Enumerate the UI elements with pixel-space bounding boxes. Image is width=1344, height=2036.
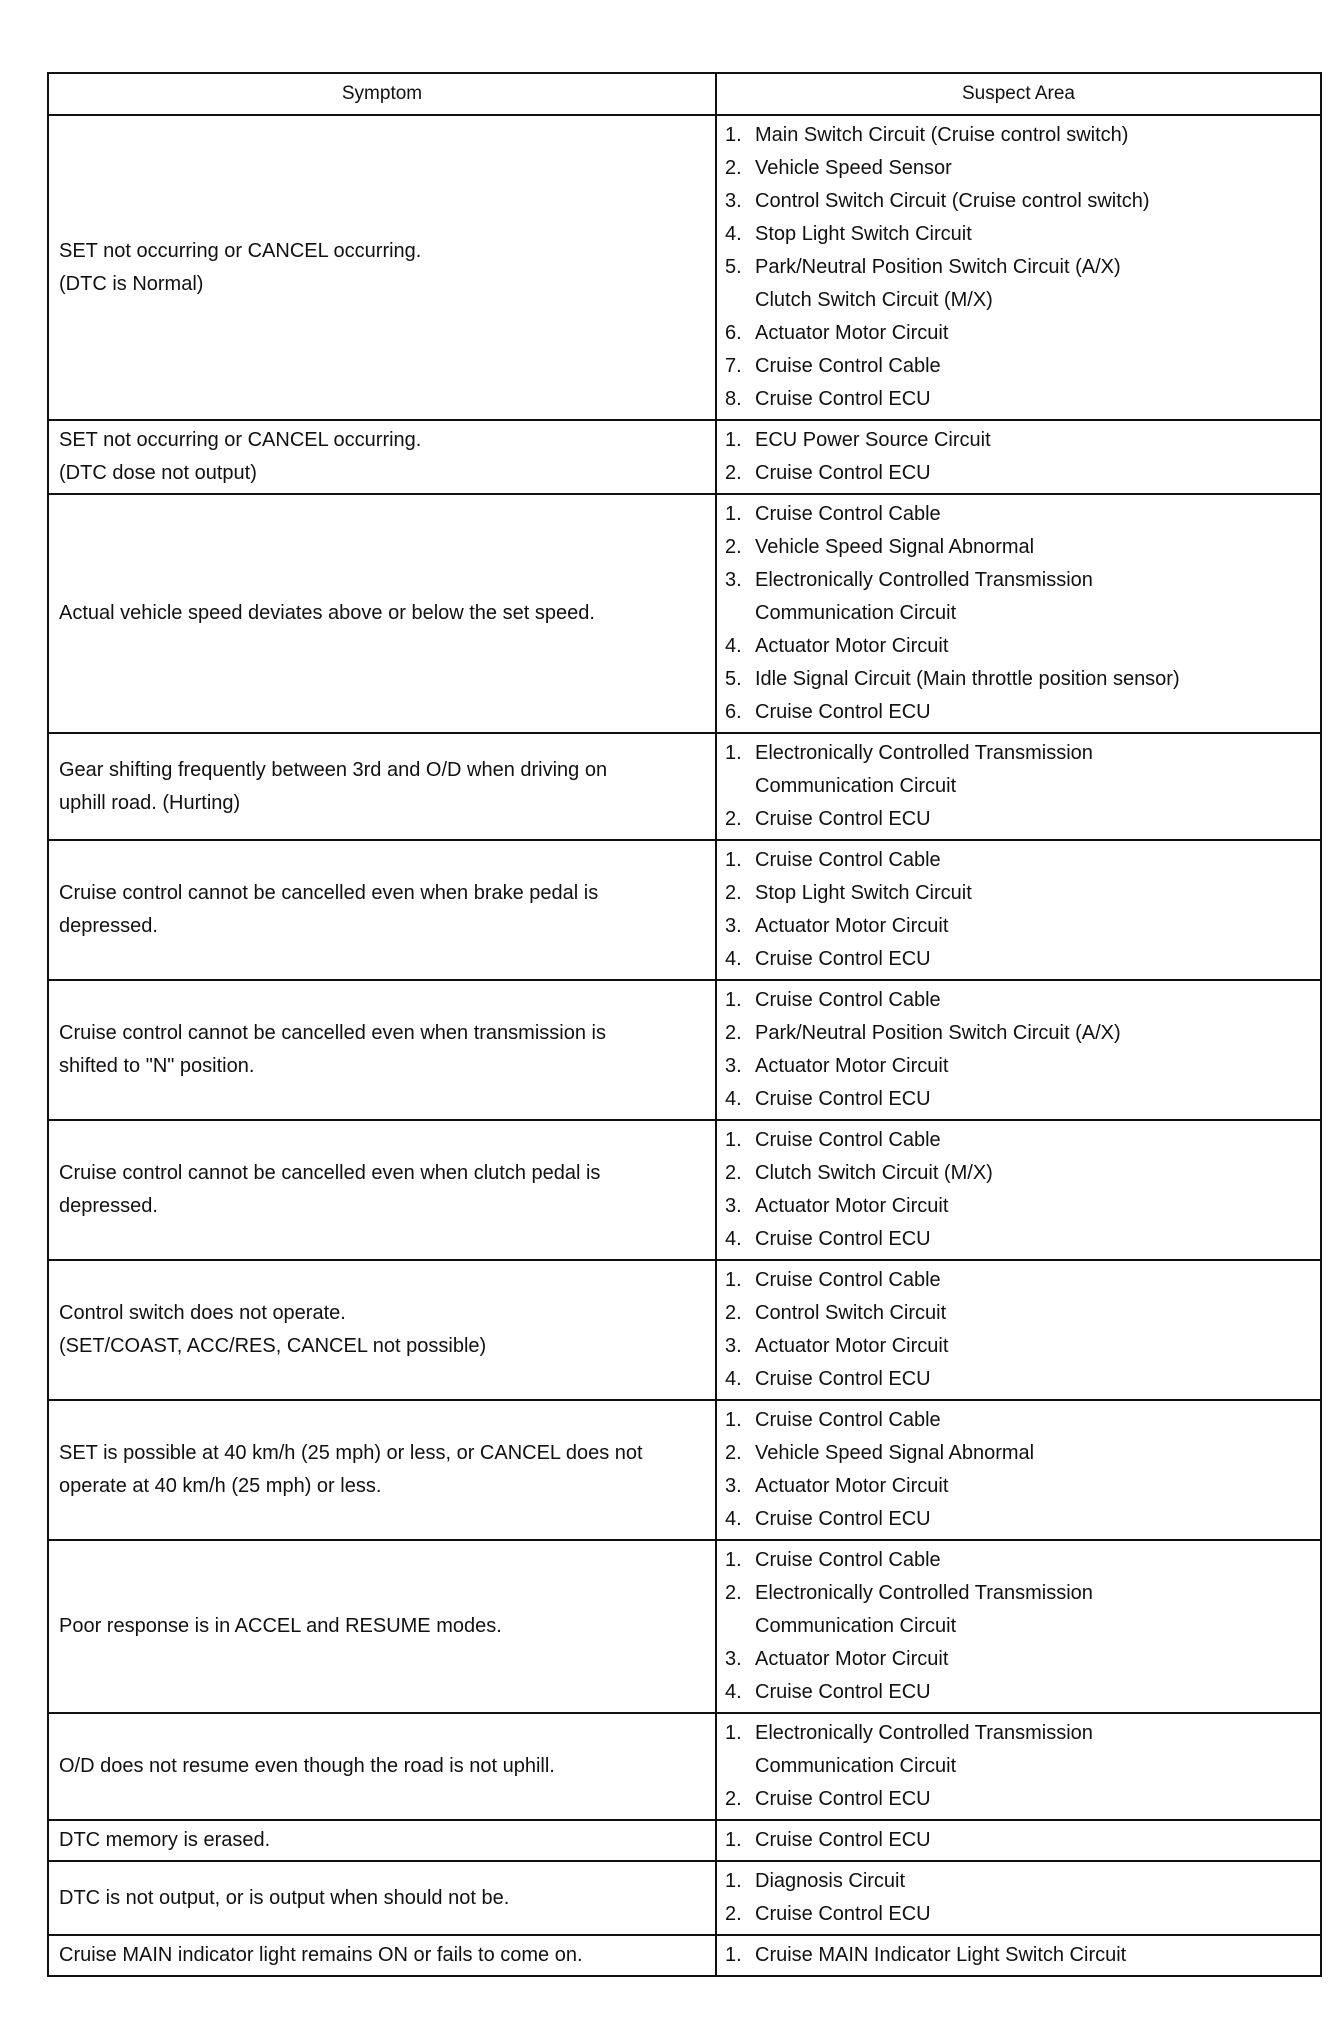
item-number: 2. <box>725 1442 742 1464</box>
item-text-line: Main Switch Circuit (Cruise control switch) <box>755 124 1129 146</box>
symptom-text: Poor response is in ACCEL and RESUME modes. <box>59 1615 502 1637</box>
item-text-line: Vehicle Speed Sensor <box>755 157 952 179</box>
symptom-text: Cruise control cannot be cancelled even when clutch pedal is <box>59 1162 601 1184</box>
item-text-line: Communication Circuit <box>755 1615 957 1637</box>
item-text <box>755 877 1312 910</box>
troubleshooting-table <box>47 72 1322 1977</box>
list-item <box>725 630 1312 663</box>
item-text-line: Cruise Control Cable <box>755 849 941 871</box>
item-text <box>755 663 1312 696</box>
item-number: 2. <box>725 1582 742 1604</box>
item-number: 1. <box>725 1409 742 1431</box>
table-row <box>48 1861 1321 1935</box>
item-number: 1. <box>725 1870 742 1892</box>
item-number: 3. <box>725 190 742 212</box>
item-text <box>755 531 1312 564</box>
item-text-line: Cruise Control Cable <box>755 1549 941 1571</box>
symptom-cell <box>48 115 716 420</box>
suspect-area-cell <box>716 115 1321 420</box>
list-item <box>725 424 1312 457</box>
list-item <box>725 1577 1312 1643</box>
item-number: 3. <box>725 1648 742 1670</box>
item-text-line: Vehicle Speed Signal Abnormal <box>755 1442 1035 1464</box>
item-text <box>755 1223 1312 1256</box>
item-number: 1. <box>725 1829 742 1851</box>
list-item <box>725 152 1312 185</box>
list-item <box>725 696 1312 729</box>
item-text-line: Cruise MAIN Indicator Light Switch Circuit <box>755 1944 1127 1966</box>
item-text <box>755 1363 1312 1396</box>
symptom-cell <box>48 1713 716 1820</box>
symptom-cell <box>48 1260 716 1400</box>
item-text <box>755 218 1312 251</box>
item-text-line: Cruise Control ECU <box>755 462 931 484</box>
item-text <box>755 1824 1312 1857</box>
list-item <box>725 1676 1312 1709</box>
item-text <box>755 1264 1312 1297</box>
item-text <box>755 910 1312 943</box>
item-text-line: Actuator Motor Circuit <box>755 1055 949 1077</box>
list-item <box>725 218 1312 251</box>
list-item <box>725 457 1312 490</box>
item-number: 3. <box>725 1335 742 1357</box>
item-text-line: Clutch Switch Circuit (M/X) <box>755 1162 993 1184</box>
item-number: 4. <box>725 1508 742 1530</box>
item-number: 1. <box>725 503 742 525</box>
symptom-cell <box>48 494 716 733</box>
suspect-area-cell <box>716 1861 1321 1935</box>
symptom-text: Cruise control cannot be cancelled even when transmission is <box>59 1022 606 1044</box>
item-text <box>755 1717 1312 1783</box>
suspect-area-list <box>725 737 1312 836</box>
table-row <box>48 1713 1321 1820</box>
symptom-cell <box>48 420 716 494</box>
list-item <box>725 498 1312 531</box>
symptom-text: (SET/COAST, ACC/RES, CANCEL not possible) <box>59 1335 487 1357</box>
list-item <box>725 119 1312 152</box>
suspect-area-cell <box>716 840 1321 980</box>
item-text-line: Cruise Control Cable <box>755 989 941 1011</box>
item-number: 3. <box>725 569 742 591</box>
item-number: 1. <box>725 742 742 764</box>
item-text-line: Communication Circuit <box>755 602 957 624</box>
suspect-area-list <box>725 119 1312 416</box>
suspect-area-cell <box>716 1713 1321 1820</box>
list-item <box>725 1083 1312 1116</box>
list-item <box>725 1223 1312 1256</box>
item-text <box>755 943 1312 976</box>
suspect-area-list <box>725 1939 1312 1972</box>
item-text <box>755 1050 1312 1083</box>
table-row <box>48 420 1321 494</box>
item-text-line: Cruise Control ECU <box>755 1829 931 1851</box>
item-text-line: Cruise Control ECU <box>755 1508 931 1530</box>
table-row <box>48 1400 1321 1540</box>
symptom-cell <box>48 1861 716 1935</box>
list-item <box>725 910 1312 943</box>
symptom-text: depressed. <box>59 915 158 937</box>
item-number: 2. <box>725 1903 742 1925</box>
item-text <box>755 1297 1312 1330</box>
list-item <box>725 531 1312 564</box>
list-item <box>725 1898 1312 1931</box>
item-number: 1. <box>725 1269 742 1291</box>
item-number: 4. <box>725 1681 742 1703</box>
table-row <box>48 1935 1321 1976</box>
item-text-line: Cruise Control Cable <box>755 1269 941 1291</box>
list-item <box>725 1330 1312 1363</box>
item-text-line: Idle Signal Circuit (Main throttle position sensor) <box>755 668 1180 690</box>
symptom-text: shifted to "N" position. <box>59 1055 255 1077</box>
item-text <box>755 737 1312 803</box>
symptom-column-header: Symptom <box>48 73 716 115</box>
list-item <box>725 803 1312 836</box>
item-text-line: Cruise Control Cable <box>755 1129 941 1151</box>
list-item <box>725 1157 1312 1190</box>
item-text <box>755 1124 1312 1157</box>
item-text-line: Actuator Motor Circuit <box>755 915 949 937</box>
item-text-line: Cruise Control Cable <box>755 1409 941 1431</box>
list-item <box>725 1717 1312 1783</box>
item-text <box>755 1783 1312 1816</box>
item-number: 2. <box>725 462 742 484</box>
symptom-text: Actual vehicle speed deviates above or below the set speed. <box>59 602 595 624</box>
item-text <box>755 630 1312 663</box>
item-text <box>755 1577 1312 1643</box>
item-number: 3. <box>725 1475 742 1497</box>
suspect-area-cell <box>716 980 1321 1120</box>
item-text <box>755 1017 1312 1050</box>
item-number: 4. <box>725 223 742 245</box>
symptom-text: DTC memory is erased. <box>59 1829 271 1851</box>
item-text <box>755 1643 1312 1676</box>
item-number: 4. <box>725 1228 742 1250</box>
item-text-line: Park/Neutral Position Switch Circuit (A/X) <box>755 256 1121 278</box>
symptom-text: (DTC is Normal) <box>59 272 204 295</box>
item-text <box>755 1503 1312 1536</box>
list-item <box>725 1404 1312 1437</box>
item-text-line: Cruise Control ECU <box>755 1088 931 1110</box>
item-text-line: Cruise Control ECU <box>755 1903 931 1925</box>
symptom-cell <box>48 1820 716 1861</box>
suspect-area-list <box>725 498 1312 729</box>
table-row <box>48 494 1321 733</box>
symptom-text: operate at 40 km/h (25 mph) or less. <box>59 1475 382 1497</box>
item-number: 8. <box>725 388 742 410</box>
symptom-text: O/D does not resume even though the road is not uphill. <box>59 1755 555 1777</box>
item-text <box>755 1190 1312 1223</box>
table-row <box>48 840 1321 980</box>
item-number: 1. <box>725 1549 742 1571</box>
symptom-text: uphill road. (Hurting) <box>59 791 241 814</box>
item-text-line: Cruise Control Cable <box>755 503 941 525</box>
item-text-line: Actuator Motor Circuit <box>755 1475 949 1497</box>
list-item <box>725 1470 1312 1503</box>
item-number: 5. <box>725 668 742 690</box>
item-text-line: Clutch Switch Circuit (M/X) <box>755 289 993 311</box>
item-text-line: Cruise Control ECU <box>755 808 931 830</box>
item-number: 1. <box>725 1944 742 1966</box>
item-number: 4. <box>725 948 742 970</box>
suspect-area-cell <box>716 1540 1321 1713</box>
symptom-text: SET not occurring or CANCEL occurring. <box>59 429 422 451</box>
header-row <box>48 73 1321 115</box>
symptom-cell <box>48 980 716 1120</box>
item-number: 4. <box>725 635 742 657</box>
list-item <box>725 251 1312 317</box>
list-item <box>725 663 1312 696</box>
item-text <box>755 984 1312 1017</box>
item-text <box>755 1330 1312 1363</box>
item-text <box>755 1470 1312 1503</box>
suspect-area-cell <box>716 494 1321 733</box>
item-number: 3. <box>725 1055 742 1077</box>
item-number: 2. <box>725 536 742 558</box>
item-text-line: ECU Power Source Circuit <box>755 429 991 451</box>
suspect-area-cell <box>716 1120 1321 1260</box>
item-text <box>755 383 1312 416</box>
list-item <box>725 1939 1312 1972</box>
item-number: 1. <box>725 849 742 871</box>
item-text <box>755 1437 1312 1470</box>
suspect-area-list <box>725 1824 1312 1857</box>
item-text-line: Cruise Control Cable <box>755 355 941 377</box>
item-text <box>755 803 1312 836</box>
symptom-text: DTC is not output, or is output when should not be. <box>59 1886 510 1909</box>
item-text-line: Cruise Control ECU <box>755 1681 931 1703</box>
table-row <box>48 115 1321 420</box>
item-number: 2. <box>725 808 742 830</box>
item-number: 1. <box>725 429 742 451</box>
item-text-line: Control Switch Circuit (Cruise control switch) <box>755 190 1150 212</box>
item-text <box>755 564 1312 630</box>
item-text <box>755 696 1312 729</box>
list-item <box>725 317 1312 350</box>
item-number: 3. <box>725 1195 742 1217</box>
suspect-area-list <box>725 1124 1312 1256</box>
item-text-line: Cruise Control ECU <box>755 948 931 970</box>
item-text <box>755 317 1312 350</box>
symptom-text: SET not occurring or CANCEL occurring. <box>59 239 422 262</box>
item-number: 1. <box>725 1129 742 1151</box>
item-text-line: Stop Light Switch Circuit <box>755 223 972 245</box>
item-text <box>755 185 1312 218</box>
list-item <box>725 1190 1312 1223</box>
suspect-area-cell <box>716 420 1321 494</box>
item-text-line: Electronically Controlled Transmission <box>755 569 1093 591</box>
symptom-cell <box>48 840 716 980</box>
suspect-area-cell <box>716 1935 1321 1976</box>
list-item <box>725 1865 1312 1898</box>
item-number: 2. <box>725 1022 742 1044</box>
suspect-area-column-header: Suspect Area <box>716 73 1321 115</box>
suspect-area-cell <box>716 1400 1321 1540</box>
list-item <box>725 1017 1312 1050</box>
suspect-area-list <box>725 1544 1312 1709</box>
suspect-area-list <box>725 424 1312 490</box>
table-row <box>48 1120 1321 1260</box>
list-item <box>725 1264 1312 1297</box>
list-item <box>725 737 1312 803</box>
item-text-line: Actuator Motor Circuit <box>755 322 949 344</box>
item-text-line: Park/Neutral Position Switch Circuit (A/X) <box>755 1022 1121 1044</box>
item-text-line: Vehicle Speed Signal Abnormal <box>755 536 1035 558</box>
symptom-text: Control switch does not operate. <box>59 1302 346 1324</box>
suspect-area-list <box>725 984 1312 1116</box>
list-item <box>725 943 1312 976</box>
item-text-line: Actuator Motor Circuit <box>755 1648 949 1670</box>
item-text-line: Electronically Controlled Transmission <box>755 1722 1093 1744</box>
item-text <box>755 152 1312 185</box>
item-text <box>755 457 1312 490</box>
item-text-line: Electronically Controlled Transmission <box>755 742 1093 764</box>
item-text-line: Control Switch Circuit <box>755 1302 947 1324</box>
list-item <box>725 564 1312 630</box>
item-text <box>755 1939 1312 1972</box>
symptom-text: SET is possible at 40 km/h (25 mph) or less, or CANCEL does not <box>59 1442 643 1464</box>
symptom-text: Gear shifting frequently between 3rd and O/D when driving on <box>59 758 608 781</box>
symptom-text: Cruise control cannot be cancelled even when brake pedal is <box>59 882 599 904</box>
item-text-line: Communication Circuit <box>755 775 957 797</box>
suspect-area-list <box>725 1865 1312 1931</box>
item-text-line: Cruise Control ECU <box>755 1788 931 1810</box>
list-item <box>725 1437 1312 1470</box>
item-text-line: Cruise Control ECU <box>755 388 931 410</box>
item-number: 6. <box>725 322 742 344</box>
item-text-line: Cruise Control ECU <box>755 1368 931 1390</box>
symptom-text: depressed. <box>59 1195 158 1217</box>
item-text <box>755 1898 1312 1931</box>
item-text <box>755 350 1312 383</box>
symptom-cell <box>48 1400 716 1540</box>
item-text-line: Cruise Control ECU <box>755 1228 931 1250</box>
item-text-line: Actuator Motor Circuit <box>755 1335 949 1357</box>
suspect-area-list <box>725 1717 1312 1816</box>
item-number: 2. <box>725 882 742 904</box>
item-number: 6. <box>725 701 742 723</box>
table-body <box>48 115 1321 1976</box>
item-text-line: Cruise Control ECU <box>755 701 931 723</box>
list-item <box>725 1297 1312 1330</box>
item-text-line: Stop Light Switch Circuit <box>755 882 972 904</box>
item-number: 5. <box>725 256 742 278</box>
item-text <box>755 1083 1312 1116</box>
item-text-line: Communication Circuit <box>755 1755 957 1777</box>
item-number: 2. <box>725 1788 742 1810</box>
item-number: 4. <box>725 1088 742 1110</box>
symptom-cell <box>48 1540 716 1713</box>
item-number: 2. <box>725 157 742 179</box>
item-text-line: Actuator Motor Circuit <box>755 635 949 657</box>
list-item <box>725 1544 1312 1577</box>
item-number: 2. <box>725 1302 742 1324</box>
item-number: 4. <box>725 1368 742 1390</box>
item-text-line: Electronically Controlled Transmission <box>755 1582 1093 1604</box>
table-row <box>48 1820 1321 1861</box>
table-row <box>48 733 1321 840</box>
list-item <box>725 844 1312 877</box>
item-number: 7. <box>725 355 742 377</box>
list-item <box>725 1643 1312 1676</box>
symptom-text: Cruise MAIN indicator light remains ON or fails to come on. <box>59 1944 583 1966</box>
list-item <box>725 1363 1312 1396</box>
list-item <box>725 1050 1312 1083</box>
list-item <box>725 185 1312 218</box>
item-number: 3. <box>725 915 742 937</box>
item-number: 1. <box>725 124 742 146</box>
suspect-area-list <box>725 1404 1312 1536</box>
symptom-cell <box>48 1935 716 1976</box>
item-text <box>755 1404 1312 1437</box>
item-text-line: Diagnosis Circuit <box>755 1870 906 1892</box>
list-item <box>725 1503 1312 1536</box>
suspect-area-cell <box>716 1260 1321 1400</box>
list-item <box>725 350 1312 383</box>
table-row <box>48 1540 1321 1713</box>
symptom-text: (DTC dose not output) <box>59 462 257 484</box>
symptom-cell <box>48 733 716 840</box>
list-item <box>725 984 1312 1017</box>
item-text-line: Actuator Motor Circuit <box>755 1195 949 1217</box>
suspect-area-cell <box>716 733 1321 840</box>
list-item <box>725 1783 1312 1816</box>
table-row <box>48 1260 1321 1400</box>
suspect-area-cell <box>716 1820 1321 1861</box>
item-text <box>755 251 1312 317</box>
item-number: 1. <box>725 989 742 1011</box>
list-item <box>725 877 1312 910</box>
item-text <box>755 119 1312 152</box>
list-item <box>725 1824 1312 1857</box>
item-text <box>755 1865 1312 1898</box>
item-text <box>755 1157 1312 1190</box>
table-row <box>48 980 1321 1120</box>
suspect-area-list <box>725 1264 1312 1396</box>
suspect-area-list <box>725 844 1312 976</box>
list-item <box>725 1124 1312 1157</box>
item-text <box>755 1544 1312 1577</box>
symptom-cell <box>48 1120 716 1260</box>
item-number: 2. <box>725 1162 742 1184</box>
item-text <box>755 1676 1312 1709</box>
item-text <box>755 844 1312 877</box>
item-text <box>755 498 1312 531</box>
item-text <box>755 424 1312 457</box>
list-item <box>725 383 1312 416</box>
item-number: 1. <box>725 1722 742 1744</box>
